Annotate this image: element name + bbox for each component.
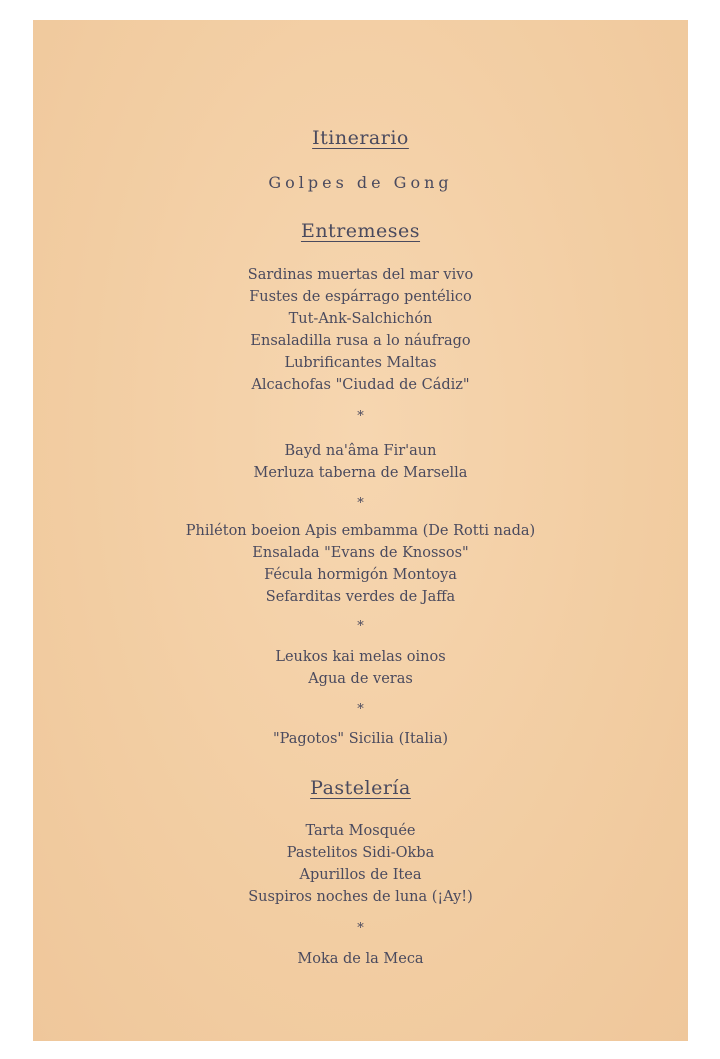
menu-card [33, 20, 688, 1041]
menu-item: Ensalada "Evans de Knossos" [252, 545, 469, 561]
menu-item: Alcachofas "Ciudad de Cádiz" [251, 377, 470, 393]
page-title: Itinerario [312, 127, 409, 149]
menu-item: Leukos kai melas oinos [275, 649, 446, 665]
separator-asterisk: * [357, 921, 364, 936]
menu-item: "Pagotos" Sicilia (Italia) [273, 731, 448, 747]
menu-item: Suspiros noches de luna (¡Ay!) [248, 889, 473, 905]
menu-item: Moka de la Meca [297, 951, 424, 967]
menu-item: Merluza taberna de Marsella [253, 465, 468, 481]
menu-item: Tarta Mosquée [305, 823, 416, 839]
menu-item: Apurillos de Itea [299, 867, 422, 883]
menu-item: Lubrificantes Maltas [284, 355, 437, 371]
menu-item: Pastelitos Sidi-Okba [286, 845, 435, 861]
menu-item: Sardinas muertas del mar vivo [247, 267, 474, 283]
menu-item: Sefarditas verdes de Jaffa [265, 589, 456, 605]
section-heading-pasteleria: Pastelería [310, 777, 411, 799]
separator-asterisk: * [357, 496, 364, 511]
menu-item: Fustes de espárrago pentélico [249, 289, 472, 305]
separator-asterisk: * [357, 619, 364, 634]
menu-item: Bayd na'âma Fir'aun [284, 443, 437, 459]
menu-item: Fécula hormigón Montoya [264, 567, 457, 583]
menu-item: Philéton boeion Apis embamma (De Rotti nada) [185, 523, 536, 539]
menu-item: Ensaladilla rusa a lo náufrago [250, 333, 471, 349]
section-heading-entremeses: Entremeses [300, 220, 421, 242]
menu-item: Agua de veras [308, 671, 413, 687]
separator-asterisk: * [357, 409, 364, 424]
menu-content [33, 20, 688, 1041]
subtitle: Golpes de Gong [268, 173, 453, 192]
menu-item: Tut-Ank-Salchichón [288, 311, 433, 327]
separator-asterisk: * [357, 702, 364, 717]
